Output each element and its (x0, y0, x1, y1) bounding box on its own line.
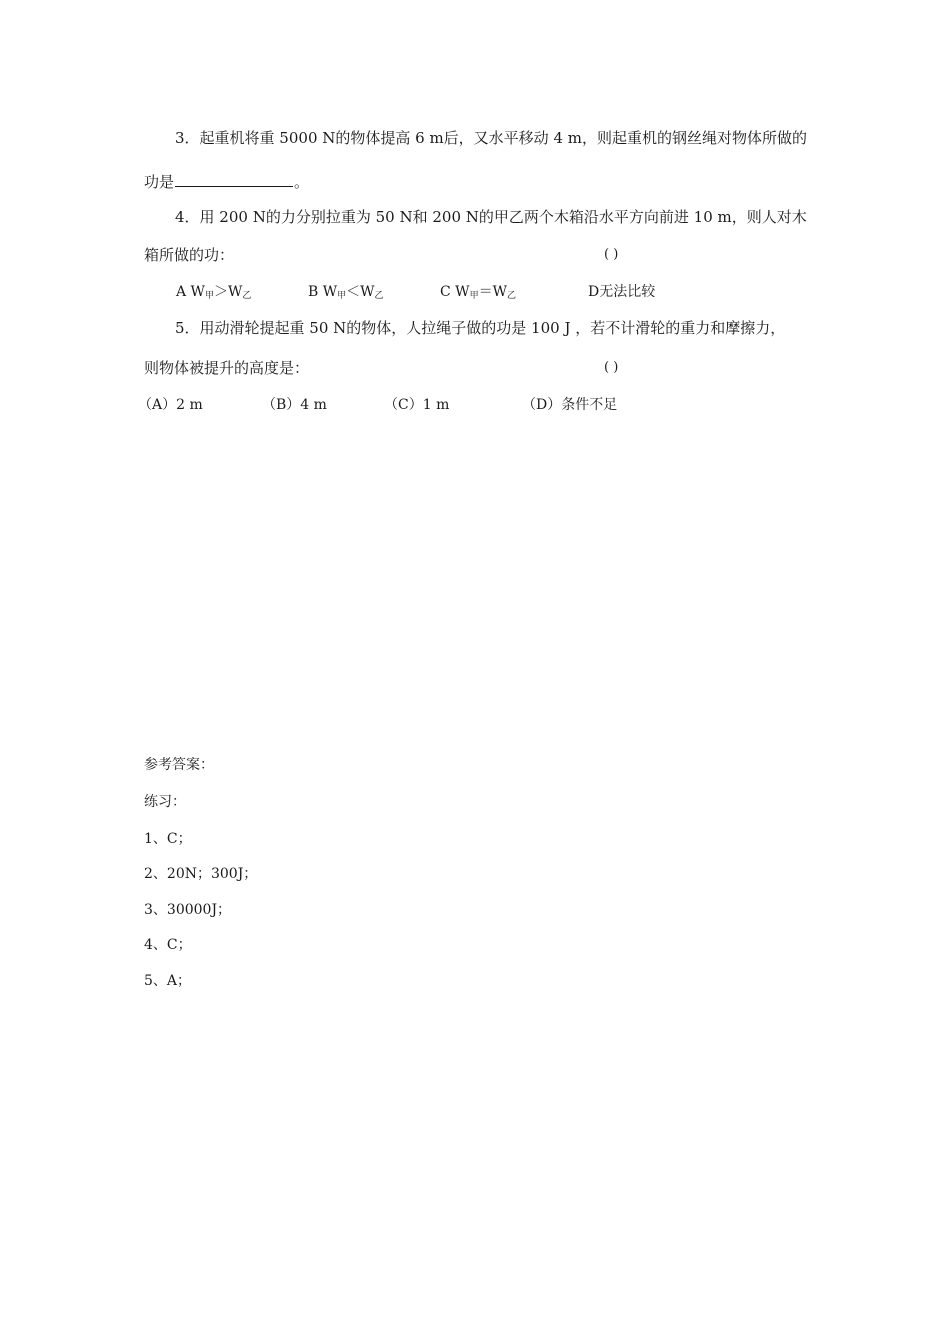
q3-line2 (144, 171, 309, 192)
q5-option-d: （D）条件不足 (522, 397, 618, 413)
q3-line2-prefix: 功是 (144, 173, 175, 191)
answer-item-4: 4、C； (144, 937, 192, 953)
q4-option-a-prefix: A W (176, 284, 205, 300)
q4-line1: 4．用 200 N的力分别拉重为 50 N和 200 N的甲乙两个木箱沿水平方向前进 10 m，则人对木 (175, 208, 807, 226)
q4-answer-paren[interactable]: ( ) (604, 247, 619, 262)
q5-option-a: （A）2 m (138, 397, 203, 413)
q4-option-b-sub1: 甲 (337, 291, 347, 301)
q4-option-c-prefix: C W (440, 284, 470, 300)
q4-option-a-mid: ＞W (213, 284, 243, 300)
answer-item-1: 1、C； (144, 831, 192, 847)
answer-item-3: 3、30000J； (144, 902, 232, 918)
q5-line2: 则物体被提升的高度是： (144, 359, 310, 377)
answer-item-5: 5、A； (144, 973, 192, 989)
q4-option-a (176, 282, 251, 306)
q4-option-d: D无法比较 (588, 284, 656, 300)
q5-answer-paren[interactable]: ( ) (604, 360, 619, 375)
q4-option-b (308, 282, 384, 306)
q4-option-a-sub1: 甲 (204, 291, 214, 301)
q4-option-c-sub1: 甲 (469, 291, 479, 301)
q4-option-a-sub2: 乙 (242, 291, 252, 301)
q4-option-b-sub2: 乙 (374, 291, 384, 301)
q3-answer-blank[interactable] (175, 171, 293, 187)
q4-option-b-mid: ＜W (346, 284, 375, 300)
q4-line2: 箱所做的功： (144, 246, 235, 264)
answer-item-2: 2、20N；300J； (144, 866, 258, 882)
q5-option-c: （C）1 m (384, 397, 450, 413)
q4-option-c-mid: ＝W (478, 284, 507, 300)
q4-option-b-prefix: B W (308, 284, 338, 300)
q3-line1: 3．起重机将重 5000 N的物体提高 6 m后，又水平移动 4 m，则起重机的钢丝绳对物体所做的 (175, 129, 807, 147)
q4-option-c (440, 282, 516, 306)
q5-option-b: （B）4 m (262, 397, 327, 413)
answers-heading: 参考答案： (144, 757, 214, 773)
answers-subheading: 练习： (144, 794, 186, 810)
q3-line2-suffix: 。 (294, 173, 310, 191)
q4-option-c-sub2: 乙 (506, 291, 516, 301)
q5-line1: 5．用动滑轮提起重 50 N的物体，人拉绳子做的功是 100 J ，若不计滑轮的重力和摩擦力， (175, 319, 786, 337)
